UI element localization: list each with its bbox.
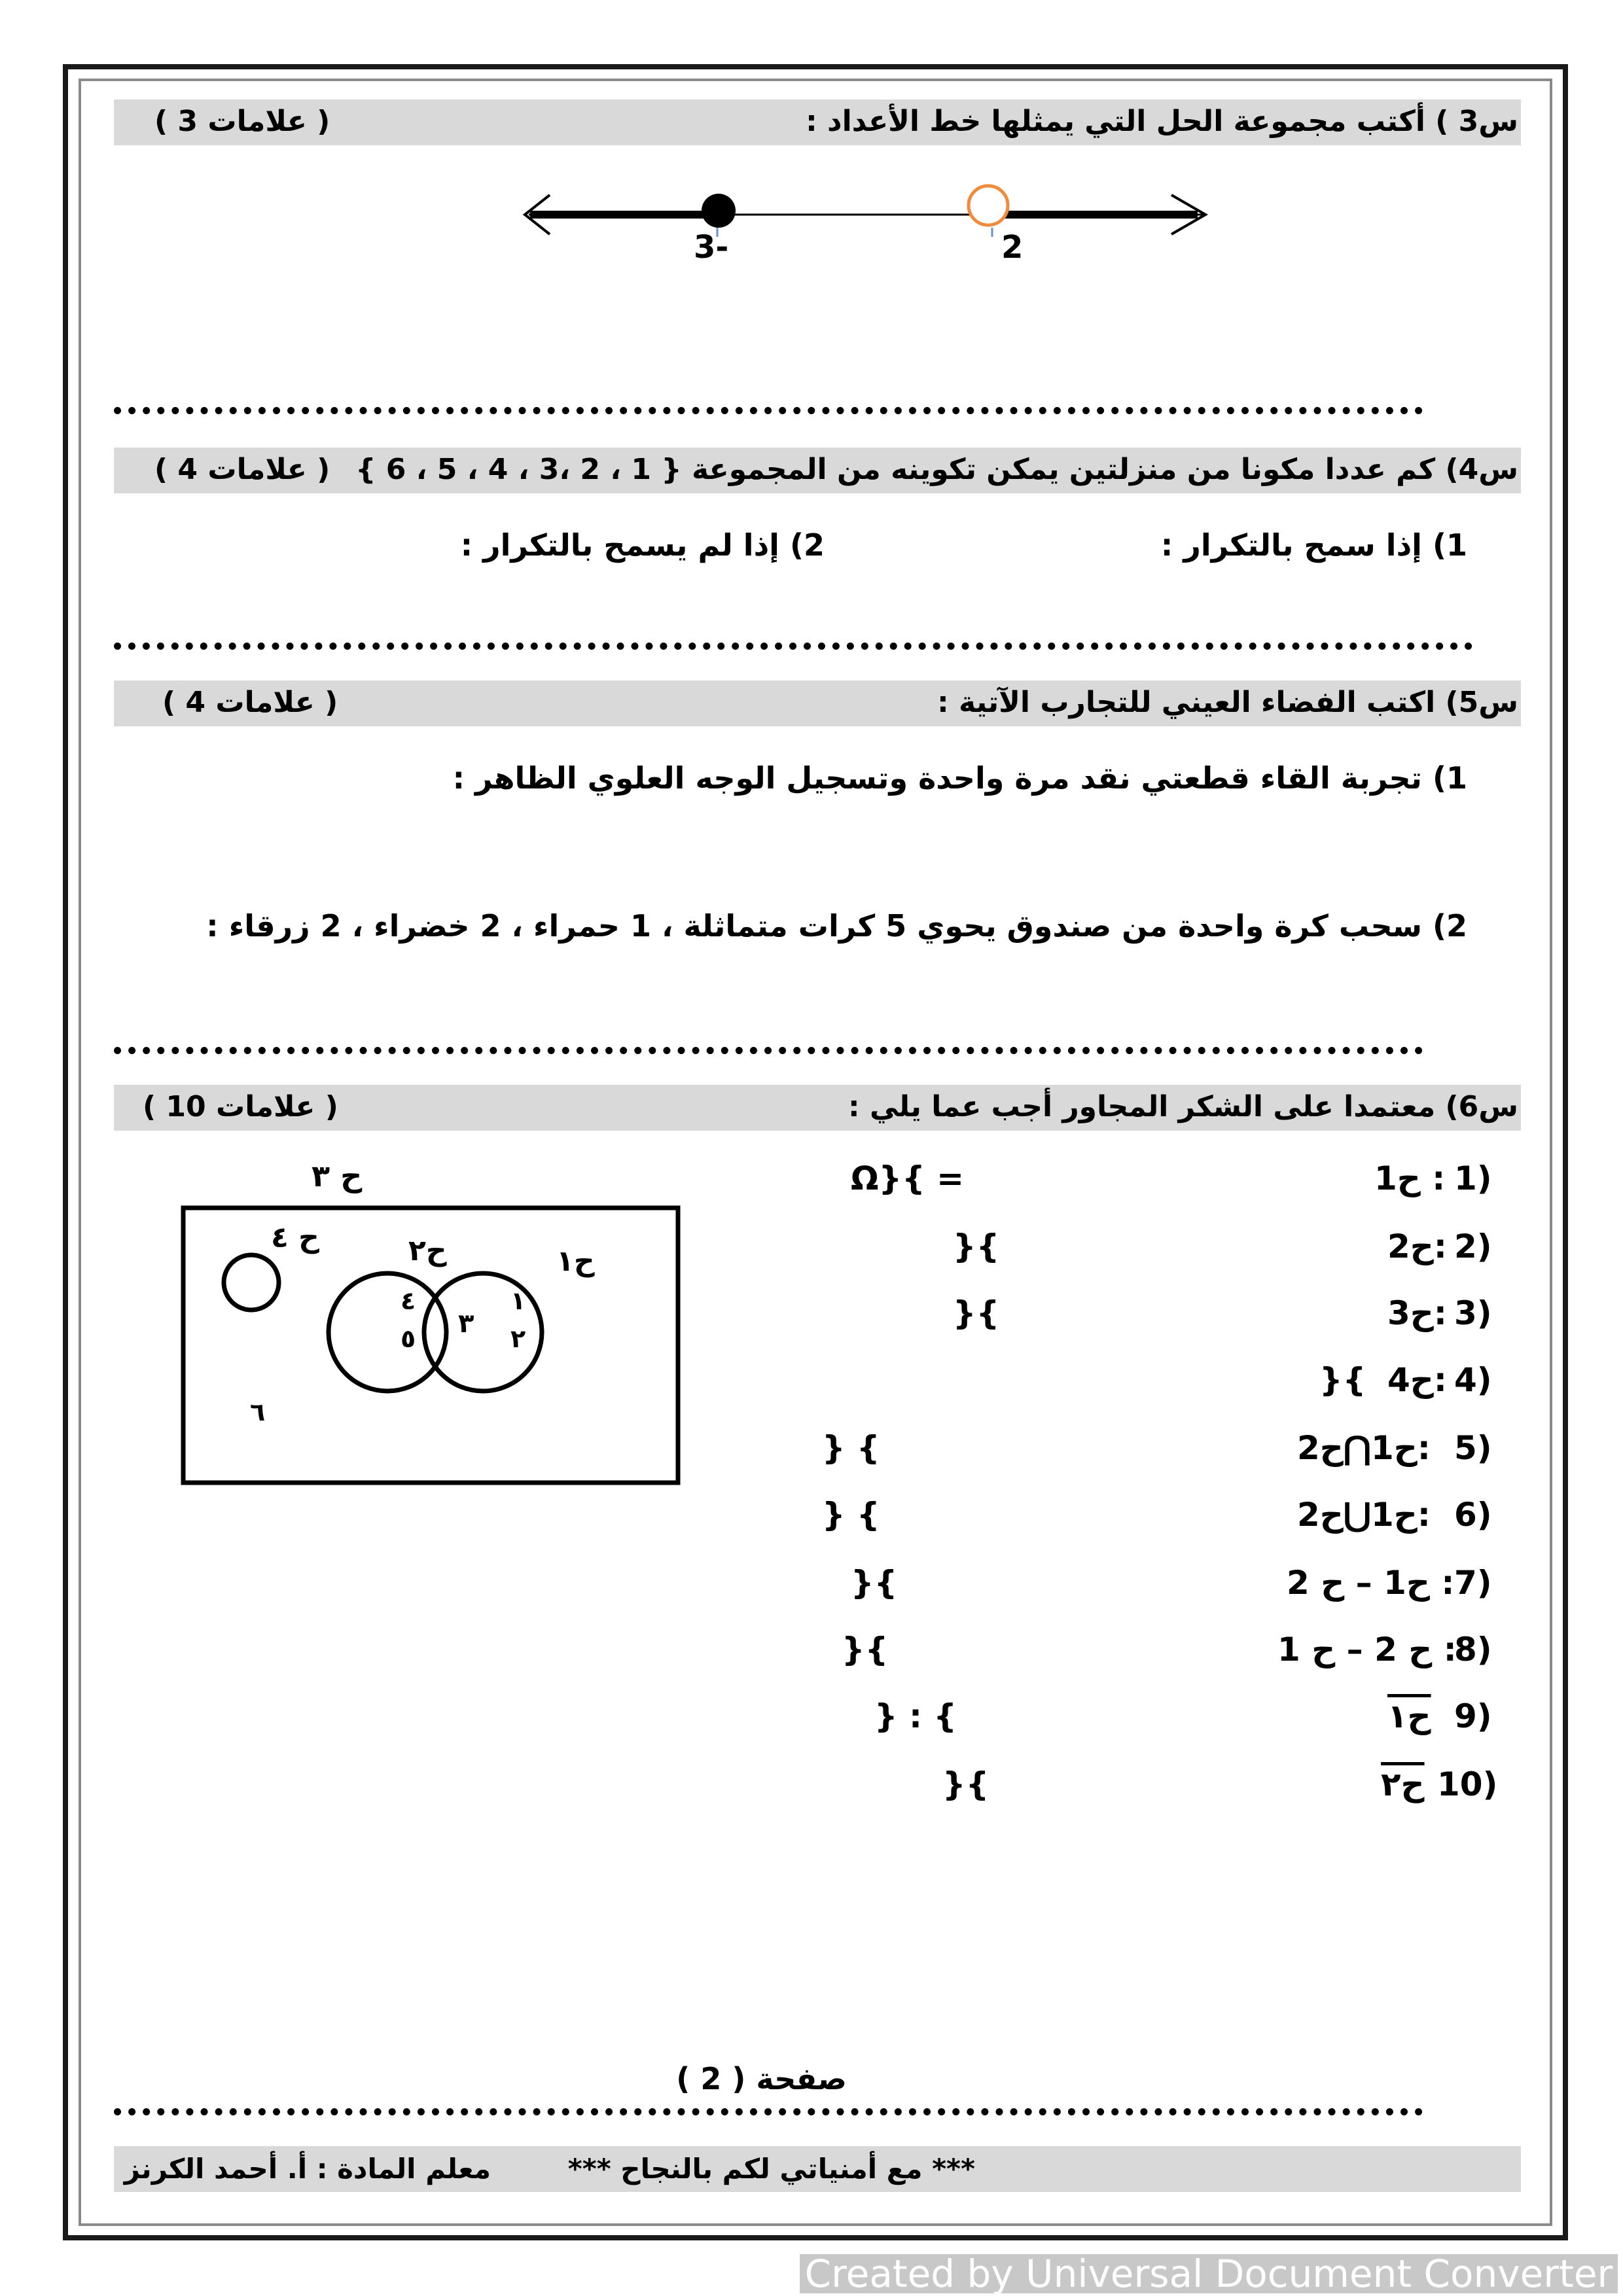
q6-item-7-answer: }{ [851, 1564, 898, 1602]
q6-item-6-num: 6) [1454, 1496, 1492, 1534]
q6-item-9-answer: } : { [874, 1697, 957, 1735]
venn-b-only-2: ٥ [401, 1324, 416, 1353]
q6-item-2-answer: }{ [953, 1227, 1000, 1265]
venn-a-only-1: ١ [510, 1286, 526, 1315]
q4-title: س4) كم عددا مكونا من منزلتين يمكن تكوينه من المجموعة { 1 ، 2 ،3 ، 4 ، 5 ، 6 } [355, 453, 1518, 486]
q6-item-6-label: ح1⋃ح2: [1297, 1496, 1431, 1534]
answer-line-q3 [114, 407, 1423, 414]
closed-point-label: 3- [694, 229, 729, 266]
q6-item-7-label: ح1 – ح 2 : [1287, 1564, 1455, 1602]
q6-item-4-answer: }{ [1319, 1361, 1366, 1399]
q6-marks: ( 10 علامات ) [143, 1090, 338, 1123]
q6-item-7-num: 7) [1454, 1564, 1492, 1602]
q6-title: س6) معتمدا على الشكر المجاور أجب عما يلي : [848, 1090, 1518, 1123]
q6-item-10-answer: }{ [942, 1765, 990, 1803]
venn-circle-h4 [224, 1255, 279, 1310]
q6-item-3-answer: }{ [953, 1294, 1000, 1332]
footer-teacher: معلم المادة : أ. أحمد الكرنز [124, 2153, 491, 2185]
q6-item-8-answer: }{ [842, 1631, 889, 1669]
q6-item-10-label: ح٢ [1381, 1765, 1425, 1803]
venn-outside: ٦ [250, 1398, 266, 1426]
q6-item-4-label: ح4: [1387, 1361, 1447, 1399]
q6-item-10-num: 10) [1437, 1765, 1498, 1803]
open-point-label: 2 [1001, 229, 1024, 266]
venn-circle-h2 [329, 1273, 446, 1391]
q6-item-8-num: 8) [1454, 1631, 1492, 1669]
q6-item-1-label: ح1 : [1374, 1159, 1446, 1197]
q5-title: س5) اكتب الفضاء العيني للتجارب الآتية : [937, 686, 1518, 719]
q6-item-6-answer: } { [822, 1496, 880, 1534]
q6-item-9-label: ح١ [1387, 1697, 1431, 1735]
q5-marks: ( 4 علامات ) [162, 686, 338, 719]
q5-part1: 1) تجربة القاء قطعتي نقد مرة واحدة وتسجيل الوجه العلوي الظاهر : [452, 760, 1467, 796]
converter-watermark: Created by Universal Document Converter [800, 2254, 1618, 2293]
q6-item-5-num: 5) [1454, 1429, 1492, 1467]
q4-marks: ( 4 علامات ) [154, 453, 330, 486]
q6-item-5-answer: } { [822, 1429, 880, 1467]
answer-line-q4 [114, 643, 1472, 650]
q6-item-8-label: ح 2 – ح 1 : [1277, 1631, 1457, 1669]
q4-part2: 2) إذا لم يسمح بالتكرار : [460, 527, 825, 563]
q4-part1: 1) إذا سمح بالتكرار : [1160, 527, 1467, 563]
q6-item-9-num: 9) [1454, 1697, 1492, 1735]
open-point [969, 186, 1008, 225]
q6-item-3-num: 3) [1454, 1294, 1492, 1332]
q6-item-5-label: ح1⋂ح2: [1297, 1429, 1431, 1467]
venn-b-only-1: ٤ [401, 1286, 416, 1315]
q3-marks: ( 3 علامات ) [154, 105, 330, 138]
answer-line-q5 [114, 1047, 1423, 1054]
footer-wish: *** مع أمنياتي لكم بالنجاح *** [567, 2153, 975, 2185]
page-number: صفحة ( 2 ) [676, 2061, 847, 2096]
venn-label-h2: ح٢ [408, 1234, 447, 1267]
q6-item-2-num: 2) [1454, 1227, 1492, 1265]
q5-part2: 2) سحب كرة واحدة من صندوق يحوي 5 كرات متماثلة ، 1 حمراء ، 2 خضراء ، 2 زرقاء : [206, 908, 1467, 944]
footer-divider [114, 2108, 1423, 2115]
venn-universe-label: ح ٣ [312, 1158, 363, 1193]
q6-item-3-label: ح3: [1387, 1294, 1447, 1332]
venn-label-h4: ح ٤ [271, 1221, 319, 1254]
venn-intersection: ٣ [458, 1309, 474, 1339]
venn-label-h1: ح١ [556, 1245, 595, 1278]
venn-a-only-2: ٢ [510, 1324, 526, 1353]
closed-point [702, 194, 736, 228]
q3-title: س3 ) أكتب مجموعة الحل التي يمثلها خط الأعداد : [806, 105, 1518, 138]
q6-item-1-answer: Ω}{ = [851, 1159, 964, 1197]
number-line [510, 177, 1224, 275]
page-border-inner [79, 79, 1552, 2226]
q6-item-1-num: 1) [1454, 1159, 1492, 1197]
q6-item-2-label: ح2: [1387, 1227, 1447, 1265]
q6-item-4-num: 4) [1454, 1361, 1492, 1399]
